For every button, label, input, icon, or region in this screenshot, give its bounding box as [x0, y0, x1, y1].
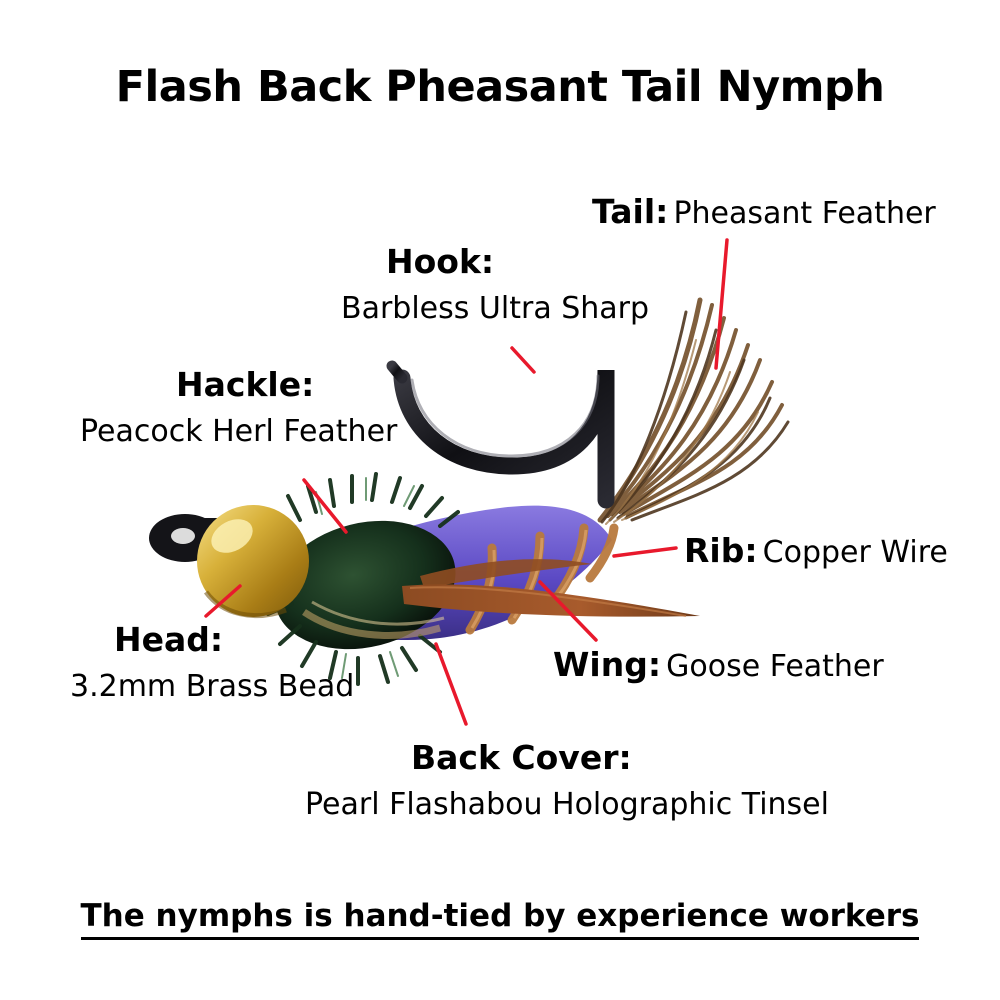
pointer-hackle — [304, 480, 346, 532]
page-title: Flash Back Pheasant Tail Nymph — [115, 62, 885, 112]
pointer-rib — [614, 548, 676, 556]
pointer-hook — [512, 348, 534, 372]
callout-hackle — [80, 365, 397, 449]
callout-hook-lead: Hook: — [386, 242, 495, 281]
callout-back-cover — [305, 738, 829, 822]
pointer-back — [436, 644, 466, 724]
callout-tail — [592, 192, 936, 231]
callout-tail-desc: Pheasant Feather — [673, 196, 936, 231]
callout-wing-desc: Goose Feather — [666, 649, 884, 684]
callout-back-cover-lead: Back Cover: — [411, 738, 632, 777]
callout-head-desc: 3.2mm Brass Bead — [70, 669, 355, 704]
callout-hackle-lead: Hackle: — [176, 365, 315, 404]
callout-rib — [684, 531, 948, 570]
brass-bead-head — [197, 505, 309, 617]
pointer-tail — [716, 240, 727, 368]
callout-head-lead: Head: — [114, 620, 224, 659]
callout-hook — [341, 242, 649, 326]
callout-tail-lead: Tail: — [592, 192, 669, 231]
callout-hackle-desc: Peacock Herl Feather — [80, 414, 398, 449]
footer-note — [0, 898, 1000, 934]
callout-rib-lead: Rib: — [684, 531, 758, 570]
callout-wing-lead: Wing: — [553, 645, 662, 684]
callout-head — [70, 620, 354, 704]
hook-shape — [392, 366, 606, 500]
callout-hook-desc: Barbless Ultra Sharp — [341, 291, 650, 326]
tail-feather-fibers — [600, 300, 788, 524]
footer-note-text: The nymphs is hand-tied by experience workers — [81, 898, 920, 940]
callout-back-cover-desc: Pearl Flashabou Holographic Tinsel — [305, 787, 829, 822]
callout-rib-desc: Copper Wire — [762, 535, 948, 570]
callout-wing — [553, 645, 884, 684]
